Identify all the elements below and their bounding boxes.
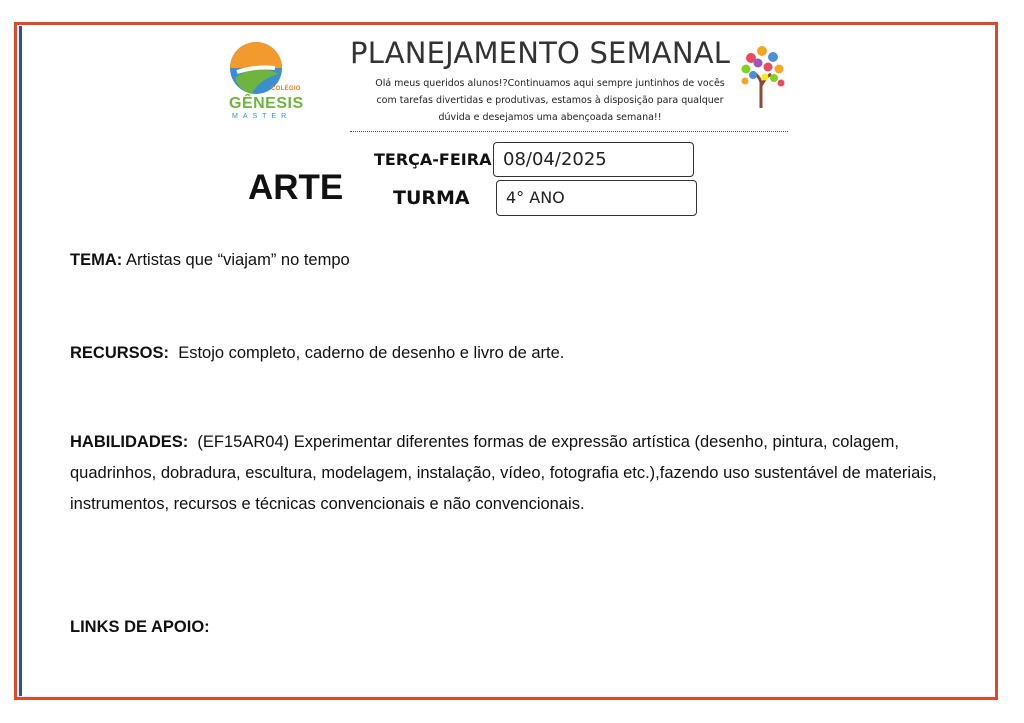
- tema-text: Artistas que “viajam” no tempo: [125, 251, 350, 269]
- page-title: PLANEJAMENTO SEMANAL: [350, 36, 731, 70]
- page-border-accent: [19, 26, 22, 696]
- turma-label: TURMA: [393, 187, 470, 209]
- habilidades-label: HABILIDADES:: [70, 433, 189, 451]
- logo-text-genesis: GÊNESIS: [229, 95, 304, 112]
- welcome-message: Olá meus queridos alunos!?Continuamos aqui sempre juntinhos de vocês com tarefas divertidas e produtivas, estamos à disposição para qualquer dúvida e desejamos uma abençoada semana!!: [375, 78, 725, 123]
- day-label: TERÇA-FEIRA: [374, 150, 492, 169]
- habilidades-text: (EF15AR04) Experimentar diferentes formas de expressão artística (desenho, pintura, colagem, quadrinhos, dobradura, escultura, modelagem, instalação, vídeo, fotografia etc.),fazendo uso sustentável de materiais, instrumentos, recursos e técnicas convencionais e não convencionais.: [70, 433, 937, 513]
- turma-field: 4° ANO: [496, 180, 697, 216]
- links-section: [70, 612, 210, 643]
- header-divider: [350, 131, 788, 132]
- tree-icon: [737, 42, 787, 110]
- logo-text-master: MASTER: [232, 113, 292, 120]
- recursos-section: [70, 338, 564, 369]
- tema-section: [70, 245, 350, 276]
- habilidades-section: [70, 427, 940, 520]
- tema-label: TEMA:: [70, 251, 123, 269]
- logo-text-colegio: COLÉGIO: [271, 86, 301, 92]
- recursos-label: RECURSOS:: [70, 344, 170, 362]
- subject-title: ARTE: [248, 168, 344, 207]
- recursos-text: Estojo completo, caderno de desenho e livro de arte.: [178, 344, 565, 362]
- date-field: 08/04/2025: [493, 142, 694, 177]
- links-label: LINKS DE APOIO:: [70, 618, 210, 636]
